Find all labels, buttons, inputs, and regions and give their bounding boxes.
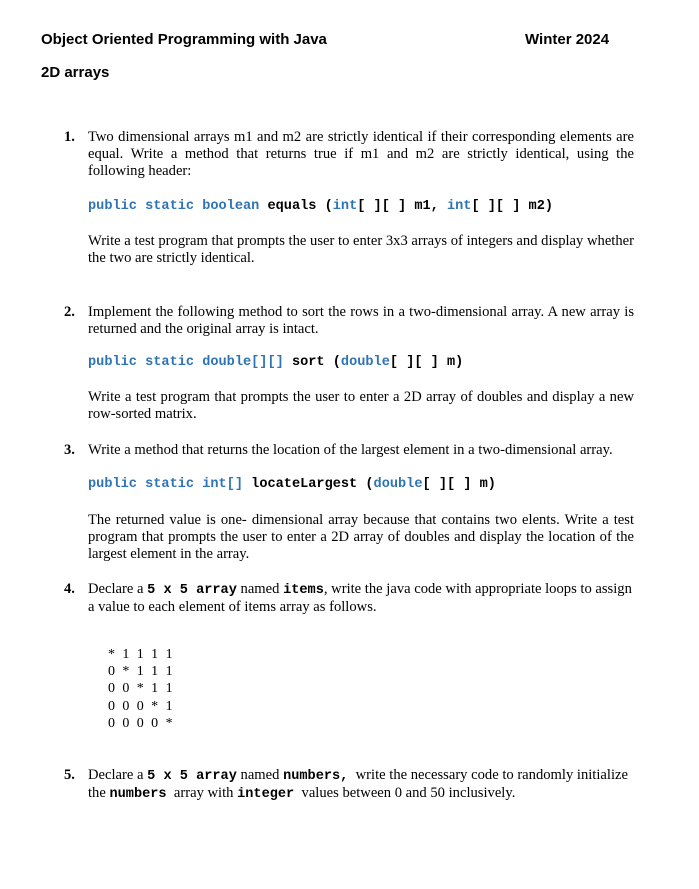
code-type: double bbox=[340, 355, 390, 370]
matrix-cell: 0 bbox=[108, 681, 115, 697]
matrix-row bbox=[108, 680, 180, 697]
text-run: write the necessary code to randomly initialize the bbox=[88, 767, 632, 801]
matrix-cell: 1 bbox=[136, 664, 144, 680]
matrix-cell: 0 bbox=[151, 715, 159, 731]
matrix-cell: * bbox=[122, 664, 130, 680]
question-text bbox=[88, 581, 634, 616]
code-punct: ( bbox=[365, 477, 374, 492]
matrix-cell: 1 bbox=[165, 664, 173, 680]
matrix-cell: 1 bbox=[136, 647, 144, 662]
matrix-cell: 1 bbox=[165, 698, 173, 714]
text-run: values between 0 and 50 inclusively. bbox=[294, 785, 516, 801]
matrix-cell: 1 bbox=[165, 681, 173, 697]
matrix-cell: 1 bbox=[151, 681, 159, 697]
matrix-cell: 1 bbox=[122, 647, 130, 662]
topic-title: 2D arrays bbox=[41, 64, 110, 81]
matrix-cell: 0 bbox=[122, 681, 130, 697]
code-type: int bbox=[332, 199, 358, 214]
matrix-row bbox=[108, 646, 180, 663]
matrix-cell: * bbox=[108, 647, 115, 662]
code-punct: ( bbox=[332, 355, 341, 370]
text-run: Declare a bbox=[88, 767, 148, 783]
inline-code: integer bbox=[237, 787, 295, 802]
method-header-code bbox=[88, 354, 463, 371]
code-keywords: public static double[][] bbox=[88, 355, 292, 370]
question-number: 4. bbox=[64, 581, 75, 597]
question-text-2: Write a test program that prompts the user to enter a 2D array of doubles and display a new row-sorted matrix. bbox=[88, 389, 634, 422]
inline-code: 5 x 5 array bbox=[147, 769, 237, 784]
code-method-name: locateLargest bbox=[251, 477, 366, 492]
matrix-cell: * bbox=[165, 715, 173, 731]
matrix-cell: 0 bbox=[122, 698, 130, 714]
matrix-cell: 0 bbox=[108, 664, 115, 680]
term-label: Winter 2024 bbox=[525, 31, 610, 48]
method-header-code bbox=[88, 198, 553, 215]
inline-code: 5 x 5 array bbox=[147, 583, 237, 598]
question-text-2: Write a test program that prompts the user to enter 3x3 arrays of integers and display whether the two are strictly identical. bbox=[88, 233, 634, 266]
code-punct: [ ][ ] m1, bbox=[357, 199, 447, 214]
matrix-row bbox=[108, 715, 180, 732]
code-punct: [ ][ ] m) bbox=[389, 355, 464, 370]
question-text bbox=[88, 767, 634, 803]
text-run: named bbox=[236, 581, 284, 597]
matrix-cell: 0 bbox=[108, 698, 115, 714]
question-number: 3. bbox=[64, 442, 75, 458]
matrix-cell: 0 bbox=[136, 715, 144, 731]
question-text: Two dimensional arrays m1 and m2 are strictly identical if their corresponding elements are equal. Write a method that returns true if m1 and m2 are strictly identical, using the following header: bbox=[88, 129, 634, 179]
matrix-cell: 0 bbox=[122, 715, 130, 731]
text-run: Declare a bbox=[88, 581, 148, 597]
code-keywords: public static boolean bbox=[88, 199, 268, 214]
question-number: 5. bbox=[64, 767, 75, 783]
question-number: 1. bbox=[64, 129, 75, 145]
question-text: Implement the following method to sort the rows in a two-dimensional array. A new array is returned and the original array is intact. bbox=[88, 304, 634, 337]
matrix-cell: 1 bbox=[151, 647, 159, 662]
matrix-cell: 0 bbox=[136, 698, 144, 714]
code-punct: [ ][ ] m2) bbox=[471, 199, 554, 214]
code-punct: [ ][ ] m) bbox=[422, 477, 496, 492]
matrix-cell: 1 bbox=[165, 647, 173, 662]
matrix-cell: 0 bbox=[108, 715, 115, 731]
method-header-code bbox=[88, 476, 496, 493]
course-title: Object Oriented Programming with Java bbox=[41, 31, 327, 48]
text-run: named bbox=[236, 767, 284, 783]
inline-code: numbers, bbox=[283, 769, 349, 784]
items-matrix bbox=[108, 646, 180, 732]
text-run: , write the java code with appropriate loops to assign a value to each element of items array as follows. bbox=[88, 581, 632, 615]
code-keywords: public static int[] bbox=[88, 477, 252, 492]
code-punct: ( bbox=[324, 199, 333, 214]
matrix-cell: * bbox=[136, 681, 144, 697]
question-text-2: The returned value is one- dimensional array because that contains two elents. Write a test program that prompts the user to enter a 2D array of doubles and display the location of the largest element in the array. bbox=[88, 512, 634, 562]
question-text: Write a method that returns the location of the largest element in a two-dimensional array. bbox=[88, 442, 613, 458]
code-method-name: sort bbox=[291, 355, 333, 370]
matrix-cell: * bbox=[151, 698, 159, 714]
inline-code: numbers bbox=[109, 787, 167, 802]
code-type: int bbox=[446, 199, 472, 214]
matrix-cell: 1 bbox=[151, 664, 159, 680]
inline-code: items bbox=[283, 583, 324, 598]
text-run: array with bbox=[166, 785, 238, 801]
question-number: 2. bbox=[64, 304, 75, 320]
matrix-row bbox=[108, 663, 180, 680]
code-method-name: equals bbox=[267, 199, 325, 214]
code-type: double bbox=[373, 477, 423, 492]
matrix-row bbox=[108, 698, 180, 715]
